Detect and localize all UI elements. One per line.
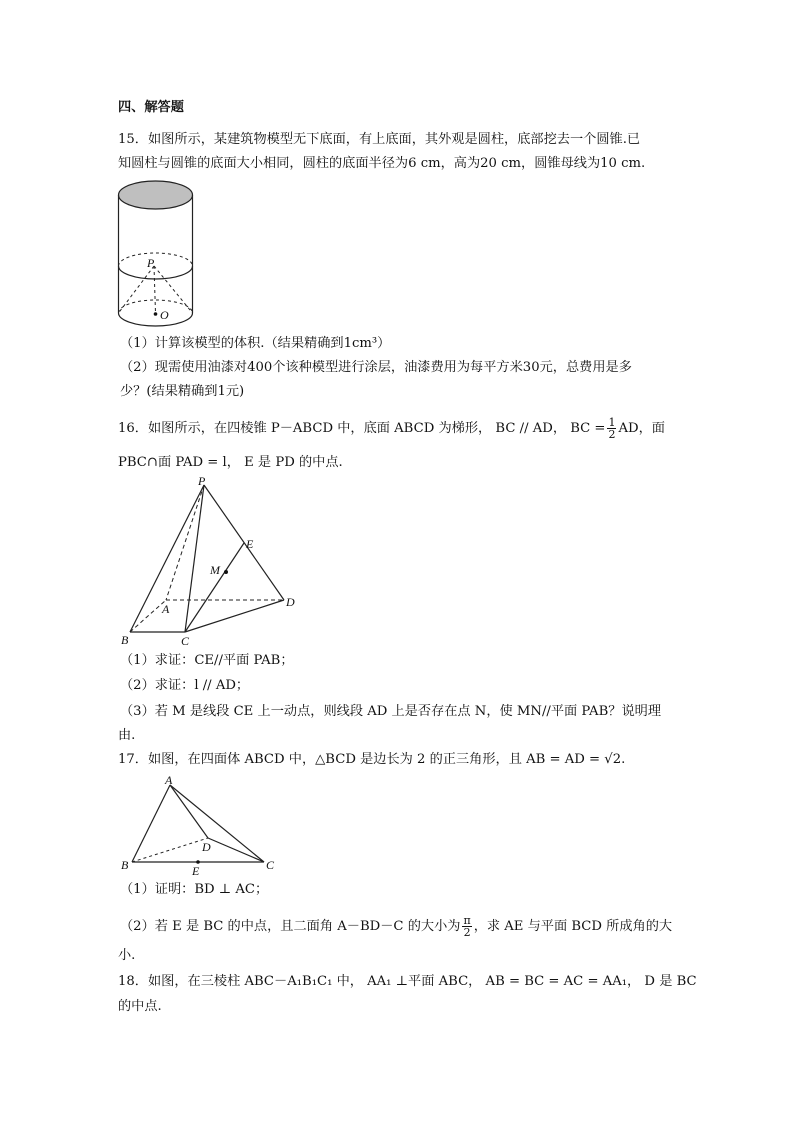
q15-sub-2-line-2: 少？(结果精确到1元) xyxy=(120,384,245,399)
q15-text-line-2: 知圆柱与圆锥的底面大小相同，圆柱的底面半径为6 cm，高为20 cm，圆锥母线为10 cm. xyxy=(118,156,646,171)
q16-text-line-1 xyxy=(118,417,665,440)
q16-label-p: P xyxy=(198,474,206,488)
q17-frac-num: π xyxy=(463,914,471,927)
q16-text-line-1a: 16．如图所示，在四棱锥 P－ABCD 中，底面 ABCD 为梯形， BC // AD， BC = xyxy=(118,421,606,436)
q16-label-a: A xyxy=(162,602,170,616)
q16-frac-num: 1 xyxy=(608,416,616,429)
q16-label-d: D xyxy=(286,595,295,609)
q17-sub-1: （1）证明：BD ⊥ AC； xyxy=(120,882,269,897)
q16-text-line-1b: AD，面 xyxy=(618,421,665,436)
q17-sub-2-b: ，求 AE 与平面 BCD 所成角的大 xyxy=(473,919,673,934)
q16-sub-3-line-2: 由. xyxy=(118,728,136,743)
q17-fraction xyxy=(462,915,471,938)
q17-sub-2-a: （2）若 E 是 BC 的中点，且二面角 A－BD－C 的大小为 xyxy=(120,919,461,934)
q16-sub-1: （1）求证：CE//平面 PAB； xyxy=(120,653,294,668)
q17-label-b: B xyxy=(121,858,129,872)
q16-sub-2: （2）求证：l // AD； xyxy=(120,678,250,693)
section-title: 四、解答题 xyxy=(118,100,184,115)
q17-label-c: C xyxy=(266,858,275,872)
q16-sub-3-line-1: （3）若 M 是线段 CE 上一动点，则线段 AD 上是否存在点 N，使 MN//平面 PAB？说明理 xyxy=(120,704,662,719)
q17-label-d: D xyxy=(202,840,211,854)
q17-tetrahedron-figure xyxy=(118,772,288,877)
q16-label-b: B xyxy=(121,633,129,647)
q18-text-line-1: 18．如图，在三棱柱 ABC－A₁B₁C₁ 中， AA₁ ⊥平面 ABC， AB = BC = AC = AA₁， D 是 BC xyxy=(118,974,697,989)
q17-sub-2-line-1 xyxy=(120,915,672,938)
q15-label-o: O xyxy=(160,308,169,322)
q18-text-line-2: 的中点. xyxy=(118,999,162,1014)
q16-label-m: M xyxy=(210,563,220,577)
q16-frac-den: 2 xyxy=(608,428,616,441)
q16-fraction xyxy=(607,417,616,440)
q17-sub-2-line-2: 小. xyxy=(118,948,136,963)
q15-cylinder-figure xyxy=(117,178,207,338)
q16-label-c: C xyxy=(181,634,190,648)
q17-label-e: E xyxy=(192,864,200,878)
q15-label-p: P xyxy=(147,256,155,270)
q17-text-line-1: 17．如图，在四面体 ABCD 中，△BCD 是边长为 2 的正三角形，且 AB = AD = √2. xyxy=(118,752,626,767)
q16-pyramid-figure xyxy=(118,474,308,648)
q16-label-e: E xyxy=(246,537,254,551)
q15-sub-1: （1）计算该模型的体积.（结果精确到1cm³） xyxy=(120,336,391,351)
q17-frac-den: 2 xyxy=(463,926,471,939)
q15-text-line-1: 15．如图所示，某建筑物模型无下底面，有上底面，其外观是圆柱，底部挖去一个圆锥.已 xyxy=(118,132,641,147)
q16-text-line-2: PBC∩面 PAD = l， E 是 PD 的中点. xyxy=(118,455,343,470)
q17-label-a: A xyxy=(165,773,173,787)
q15-sub-2-line-1: （2）现需使用油漆对400个该种模型进行涂层，油漆费用为每平方米30元，总费用是多 xyxy=(120,360,632,375)
